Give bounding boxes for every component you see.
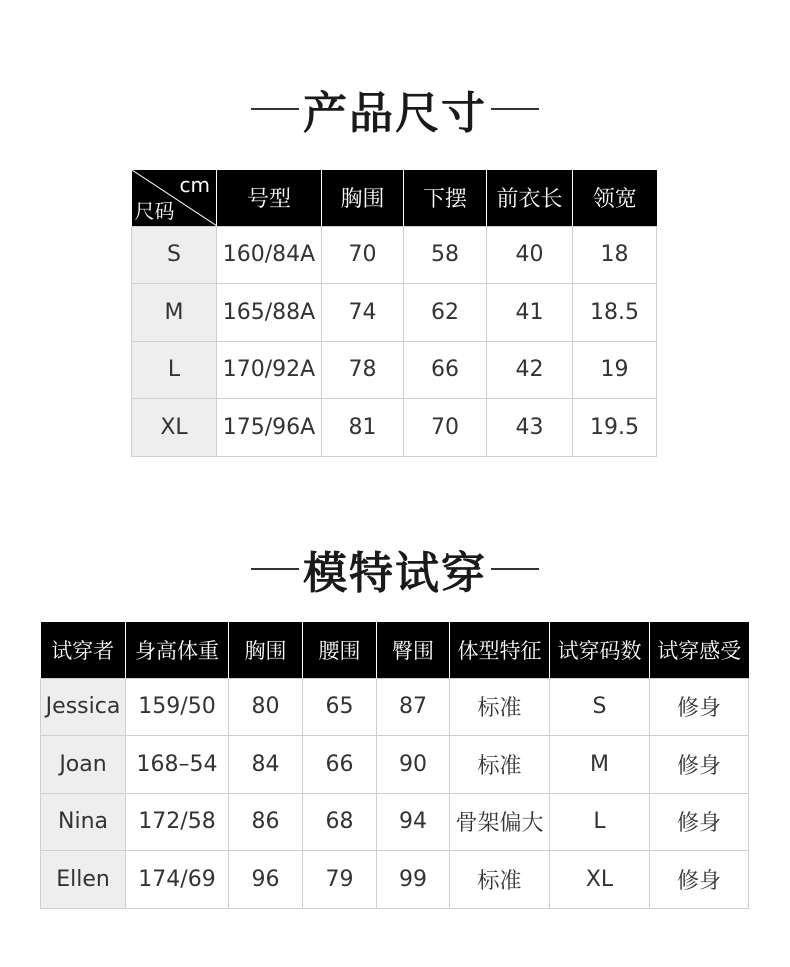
table-cell: L: [550, 793, 650, 851]
model-header-cell: 试穿码数: [550, 622, 650, 678]
table-cell: 42: [487, 341, 573, 399]
corner-unit-label: cm: [179, 173, 210, 197]
table-cell: 172/58: [126, 793, 229, 851]
table-cell: 170/92A: [217, 341, 322, 399]
size-label-cell: XL: [132, 399, 217, 457]
table-cell: 81: [322, 399, 404, 457]
table-row: [132, 399, 657, 457]
table-cell: 79: [303, 851, 377, 909]
table-cell: 66: [303, 736, 377, 794]
table-cell: 标准: [450, 736, 550, 794]
table-cell: 175/96A: [217, 399, 322, 457]
table-cell: 41: [487, 284, 573, 342]
table-cell: 94: [377, 793, 450, 851]
table-cell: 修身: [650, 678, 749, 736]
table-cell: 90: [377, 736, 450, 794]
table-cell: 骨架偏大: [450, 793, 550, 851]
table-cell: 70: [404, 399, 487, 457]
table-row: [132, 284, 657, 342]
title-right-dash: [491, 108, 539, 110]
model-section-title-text: 模特试穿: [303, 548, 487, 599]
title-left-dash: [251, 108, 299, 110]
size-table-header-row: [132, 170, 657, 226]
table-cell: 19.5: [573, 399, 657, 457]
size-header-cell: 号型: [217, 170, 322, 226]
size-table-corner-cell: [132, 170, 217, 226]
table-cell: 70: [322, 226, 404, 284]
table-cell: 165/88A: [217, 284, 322, 342]
model-name-cell: Jessica: [41, 678, 126, 736]
size-section-title: [0, 80, 790, 138]
size-section-title-text: 产品尺寸: [303, 88, 487, 139]
model-header-cell: 胸围: [229, 622, 303, 678]
table-cell: 18: [573, 226, 657, 284]
model-section-title: [0, 540, 790, 598]
table-row: [132, 341, 657, 399]
table-cell: XL: [550, 851, 650, 909]
table-cell: 80: [229, 678, 303, 736]
table-cell: 修身: [650, 736, 749, 794]
table-cell: 66: [404, 341, 487, 399]
size-label-cell: L: [132, 341, 217, 399]
table-cell: 96: [229, 851, 303, 909]
table-cell: 84: [229, 736, 303, 794]
corner-row-label: 尺码: [134, 198, 175, 223]
model-header-cell: 腰围: [303, 622, 377, 678]
table-cell: 58: [404, 226, 487, 284]
table-cell: 修身: [650, 793, 749, 851]
table-cell: 19: [573, 341, 657, 399]
title-right-dash: [491, 568, 539, 570]
table-cell: 标准: [450, 851, 550, 909]
model-name-cell: Joan: [41, 736, 126, 794]
model-name-cell: Ellen: [41, 851, 126, 909]
table-cell: 修身: [650, 851, 749, 909]
table-cell: 74: [322, 284, 404, 342]
model-header-cell: 臀围: [377, 622, 450, 678]
table-row: [41, 678, 749, 736]
table-row: [132, 226, 657, 284]
table-cell: 62: [404, 284, 487, 342]
size-label-cell: S: [132, 226, 217, 284]
model-name-cell: Nina: [41, 793, 126, 851]
table-cell: 160/84A: [217, 226, 322, 284]
table-cell: 65: [303, 678, 377, 736]
table-row: [41, 736, 749, 794]
model-header-cell: 身高体重: [126, 622, 229, 678]
table-cell: 68: [303, 793, 377, 851]
table-cell: 标准: [450, 678, 550, 736]
table-cell: M: [550, 736, 650, 794]
size-header-cell: 领宽: [573, 170, 657, 226]
model-fitting-table: [40, 622, 749, 909]
table-cell: 87: [377, 678, 450, 736]
size-header-cell: 胸围: [322, 170, 404, 226]
table-cell: 99: [377, 851, 450, 909]
model-table-header-row: [41, 622, 749, 678]
title-left-dash: [251, 568, 299, 570]
table-cell: S: [550, 678, 650, 736]
size-chart-table: [131, 170, 657, 457]
size-label-cell: M: [132, 284, 217, 342]
table-cell: 18.5: [573, 284, 657, 342]
model-header-cell: 试穿感受: [650, 622, 749, 678]
table-cell: 168–54: [126, 736, 229, 794]
table-cell: 40: [487, 226, 573, 284]
table-cell: 159/50: [126, 678, 229, 736]
table-cell: 86: [229, 793, 303, 851]
table-row: [41, 793, 749, 851]
size-header-cell: 下摆: [404, 170, 487, 226]
model-header-cell: 试穿者: [41, 622, 126, 678]
table-row: [41, 851, 749, 909]
model-header-cell: 体型特征: [450, 622, 550, 678]
table-cell: 78: [322, 341, 404, 399]
table-cell: 174/69: [126, 851, 229, 909]
size-header-cell: 前衣长: [487, 170, 573, 226]
table-cell: 43: [487, 399, 573, 457]
